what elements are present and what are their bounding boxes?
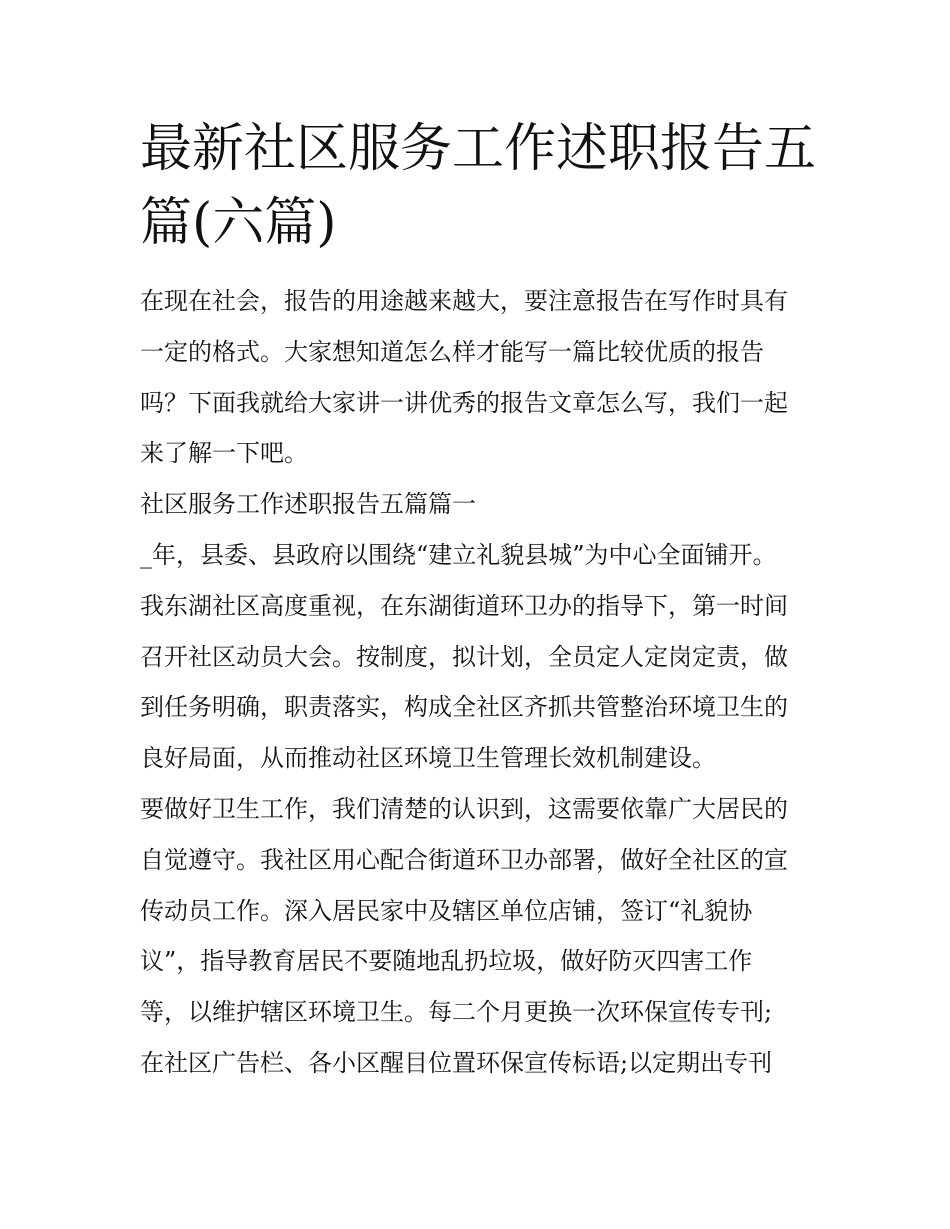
- text-line: 在社区广告栏、各小区醒目位置环保宣传标语;以定期出专刊: [140, 1048, 773, 1077]
- text-line: 一定的格式。大家想知道怎么样才能写一篇比较优质的报告: [140, 337, 764, 366]
- text-line: 等，以维护辖区环境卫生。每二个月更换一次环保宣传专刊;: [140, 998, 773, 1027]
- text-line: 要做好卫生工作，我们清楚的认识到，这需要依靠广大居民的: [140, 794, 788, 823]
- text-line: 议”，指导教育居民不要随地乱扔垃圾，做好防灭四害工作: [140, 947, 753, 976]
- document-title: [140, 112, 830, 260]
- text-line: 在现在社会，报告的用途越来越大，要注意报告在写作时具有: [140, 287, 788, 315]
- text-line: 自觉遵守。我社区用心配合街道环卫办部署，做好全社区的宣: [140, 845, 788, 874]
- text-line: 良好局面，从而推动社区环境卫生管理长效机制建设。: [140, 744, 716, 773]
- text-line: 传动员工作。深入居民家中及辖区单位店铺，签订“礼貌协: [140, 896, 753, 925]
- text-line: 到任务明确，职责落实，构成全社区齐抓共管整治环境卫生的: [140, 693, 788, 722]
- section-heading: 社区服务工作述职报告五篇篇一: [140, 490, 476, 519]
- text-line: 来了解一下吧。: [140, 439, 308, 468]
- document-body: [140, 276, 830, 1089]
- text-line: 吗？下面我就给大家讲一讲优秀的报告文章怎么写，我们一起: [140, 388, 788, 417]
- title-line: 最新社区服务工作述职报告五: [140, 119, 817, 179]
- text-line: 我东湖社区高度重视，在东湖街道环卫办的指导下，第一时间: [140, 591, 788, 620]
- text-line: _年，县委、县政府以围绕“建立礼貌县城”为中心全面铺开。: [140, 540, 777, 569]
- title-line: 篇(六篇): [140, 193, 337, 253]
- text-line: 召开社区动员大会。按制度，拟计划，全员定人定岗定责，做: [140, 642, 788, 671]
